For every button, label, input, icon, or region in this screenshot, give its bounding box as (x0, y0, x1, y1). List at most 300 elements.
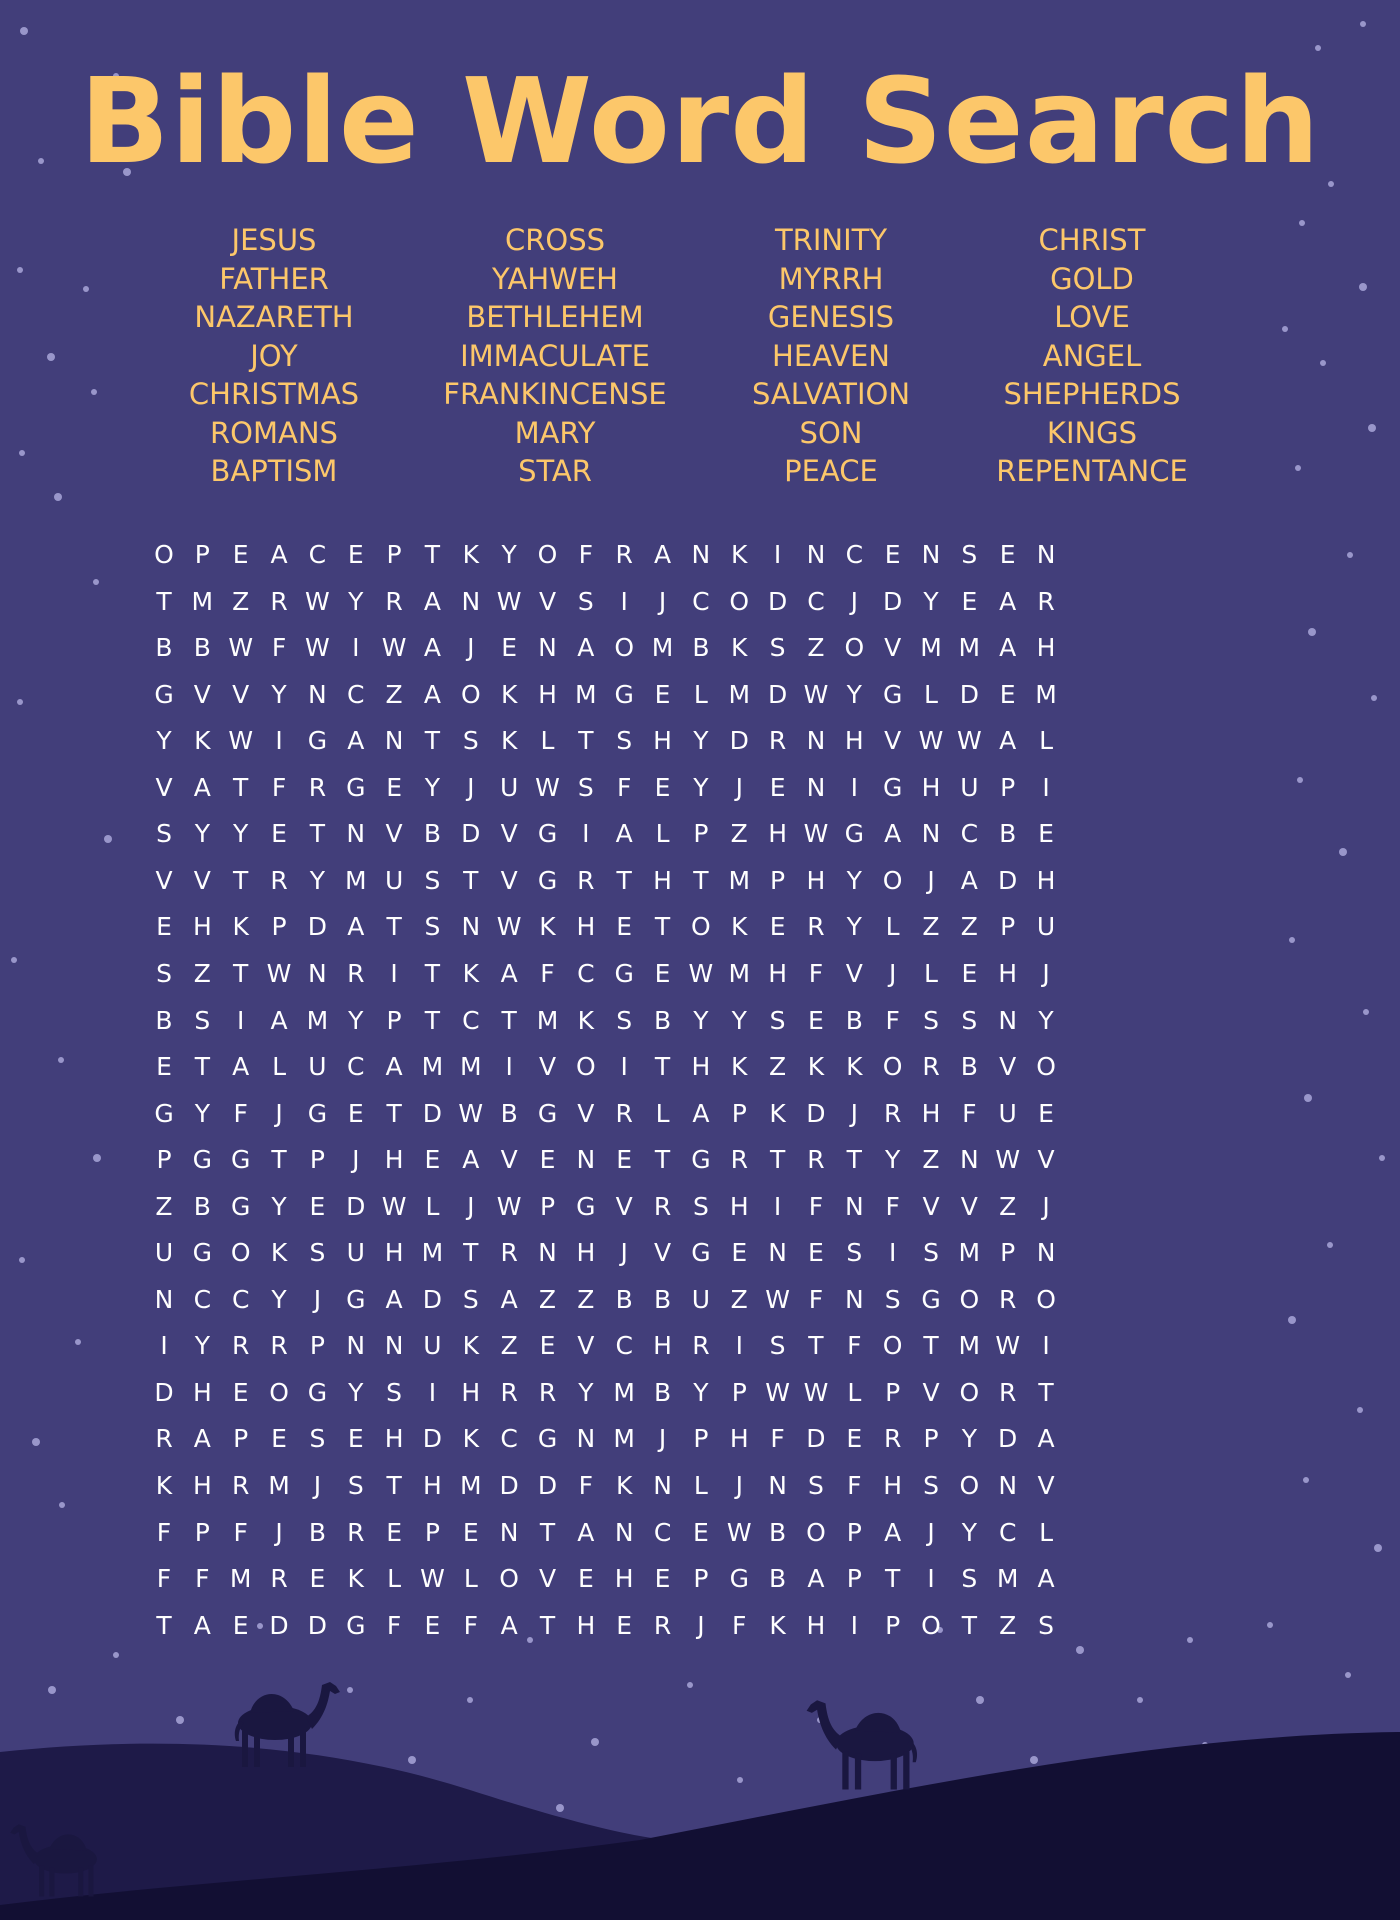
grid-letter[interactable]: N (461, 912, 481, 942)
grid-letter[interactable]: O (882, 1052, 903, 1082)
grid-letter[interactable]: V (922, 1377, 940, 1407)
grid-letter[interactable]: W (228, 726, 254, 756)
grid-letter[interactable]: A (500, 1284, 518, 1314)
grid-letter[interactable]: H (768, 819, 787, 849)
grid-letter[interactable]: W (918, 726, 944, 756)
grid-letter[interactable]: O (691, 912, 711, 942)
grid-letter[interactable]: Y (348, 1005, 364, 1035)
grid-letter[interactable]: P (1000, 1238, 1016, 1268)
grid-letter[interactable]: E (232, 1610, 249, 1640)
grid-letter[interactable]: R (270, 1331, 288, 1361)
grid-letter[interactable]: G (882, 772, 903, 802)
grid-letter[interactable]: K (462, 1424, 479, 1454)
grid-letter[interactable]: Y (846, 912, 862, 942)
grid-letter[interactable]: L (924, 958, 938, 988)
grid-letter[interactable]: H (192, 1377, 212, 1407)
grid-letter[interactable]: A (500, 1610, 518, 1640)
grid-letter[interactable]: V (884, 726, 902, 756)
grid-letter[interactable]: T (539, 1610, 556, 1640)
grid-letter[interactable]: I (773, 540, 782, 569)
grid-letter[interactable]: E (501, 633, 518, 663)
grid-letter[interactable]: M (1035, 679, 1057, 709)
grid-letter[interactable]: D (883, 586, 903, 616)
grid-letter[interactable]: Z (960, 912, 978, 942)
grid-letter[interactable]: D (806, 1424, 826, 1454)
grid-letter[interactable]: O (154, 540, 174, 569)
grid-letter[interactable]: M (728, 958, 751, 988)
grid-letter[interactable]: M (958, 1331, 981, 1361)
grid-letter[interactable]: G (231, 1191, 251, 1221)
grid-letter[interactable]: W (458, 1098, 484, 1128)
grid-letter[interactable]: J (658, 1424, 667, 1454)
grid-letter[interactable]: Z (232, 586, 250, 616)
grid-letter[interactable]: S (616, 1005, 633, 1035)
grid-letter[interactable]: O (537, 540, 558, 569)
grid-letter[interactable]: J (275, 1098, 283, 1128)
grid-letter[interactable]: F (847, 1331, 862, 1361)
grid-letter[interactable]: Y (1038, 1005, 1054, 1035)
grid-letter[interactable]: O (729, 586, 750, 616)
grid-letter[interactable]: J (620, 1238, 628, 1268)
grid-letter[interactable]: E (961, 586, 978, 616)
grid-letter[interactable]: N (346, 1331, 366, 1361)
grid-letter[interactable]: V (500, 865, 518, 895)
grid-letter[interactable]: U (384, 865, 404, 895)
grid-letter[interactable]: V (999, 1052, 1017, 1082)
grid-letter[interactable]: E (539, 1331, 556, 1361)
grid-letter[interactable]: T (885, 1564, 901, 1594)
grid-letter[interactable]: W (995, 1331, 1021, 1361)
grid-letter[interactable]: T (654, 912, 671, 942)
grid-letter[interactable]: B (653, 1377, 672, 1407)
grid-letter[interactable]: C (308, 540, 327, 569)
grid-letter[interactable]: M (958, 1238, 981, 1268)
grid-letter[interactable]: T (424, 540, 441, 569)
grid-letter[interactable]: H (768, 958, 787, 988)
grid-letter[interactable]: U (691, 1284, 711, 1314)
grid-letter[interactable]: W (765, 1284, 790, 1314)
grid-letter[interactable]: O (499, 1564, 519, 1594)
grid-letter[interactable]: R (999, 1377, 1017, 1407)
grid-letter[interactable]: E (271, 1424, 287, 1454)
grid-letter[interactable]: B (193, 1191, 211, 1221)
grid-letter[interactable]: P (156, 1145, 172, 1175)
grid-letter[interactable]: P (233, 1424, 249, 1454)
grid-letter[interactable]: L (425, 1191, 440, 1221)
grid-letter[interactable]: L (387, 1564, 402, 1594)
grid-letter[interactable]: Y (578, 1377, 594, 1407)
grid-letter[interactable]: O (959, 1471, 980, 1500)
grid-letter[interactable]: I (390, 958, 398, 988)
grid-letter[interactable]: L (693, 679, 708, 709)
grid-letter[interactable]: G (154, 1098, 174, 1128)
grid-letter[interactable]: Y (501, 540, 517, 569)
grid-letter[interactable]: P (693, 1424, 709, 1454)
grid-letter[interactable]: V (653, 1238, 672, 1268)
grid-letter[interactable]: H (538, 679, 557, 709)
grid-letter[interactable]: R (500, 1238, 518, 1268)
grid-letter[interactable]: J (850, 586, 858, 616)
grid-letter[interactable]: M (460, 1052, 482, 1082)
grid-letter[interactable]: J (927, 865, 935, 895)
grid-letter[interactable]: O (921, 1610, 941, 1640)
grid-letter[interactable]: S (462, 1284, 479, 1314)
grid-letter[interactable]: M (268, 1471, 290, 1500)
grid-letter[interactable]: N (308, 679, 327, 709)
grid-letter[interactable]: G (154, 679, 174, 709)
grid-letter[interactable]: K (462, 540, 479, 569)
grid-letter[interactable]: S (577, 586, 594, 616)
grid-letter[interactable]: D (422, 1284, 443, 1314)
grid-letter[interactable]: T (463, 865, 479, 895)
grid-letter[interactable]: A (960, 865, 978, 895)
grid-letter[interactable]: S (309, 1238, 326, 1268)
grid-letter[interactable]: T (233, 772, 249, 802)
grid-letter[interactable]: E (884, 540, 901, 569)
grid-letter[interactable]: D (422, 1098, 443, 1128)
grid-letter[interactable]: W (496, 586, 522, 616)
grid-letter[interactable]: R (615, 540, 633, 569)
grid-letter[interactable]: J (275, 1517, 283, 1547)
grid-letter[interactable]: A (193, 1424, 211, 1454)
grid-letter[interactable]: S (961, 1564, 978, 1594)
grid-letter[interactable]: A (193, 772, 211, 802)
grid-letter[interactable]: N (921, 819, 941, 849)
grid-letter[interactable]: T (808, 1331, 824, 1361)
grid-letter[interactable]: U (499, 772, 519, 802)
grid-letter[interactable]: G (192, 1145, 213, 1175)
grid-letter[interactable]: I (620, 1052, 628, 1082)
grid-letter[interactable]: C (577, 958, 595, 988)
grid-letter[interactable]: W (305, 633, 330, 663)
grid-letter[interactable]: O (882, 1331, 903, 1361)
grid-letter[interactable]: R (653, 1191, 672, 1221)
grid-letter[interactable]: A (462, 1145, 480, 1175)
grid-letter[interactable]: W (995, 1145, 1021, 1175)
grid-letter[interactable]: K (807, 1052, 825, 1082)
grid-letter[interactable]: A (653, 540, 672, 569)
grid-letter[interactable]: S (347, 1471, 364, 1500)
grid-letter[interactable]: H (192, 1471, 212, 1500)
grid-letter[interactable]: Y (194, 1331, 210, 1361)
grid-letter[interactable]: C (960, 819, 979, 849)
grid-letter[interactable]: S (1038, 1610, 1054, 1640)
grid-letter[interactable]: S (156, 819, 172, 849)
grid-letter[interactable]: M (651, 633, 674, 663)
grid-letter[interactable]: I (428, 1377, 437, 1407)
grid-letter[interactable]: D (806, 1098, 826, 1128)
grid-letter[interactable]: J (313, 1284, 322, 1314)
grid-letter[interactable]: R (692, 1331, 710, 1361)
grid-letter[interactable]: D (422, 1424, 443, 1454)
grid-letter[interactable]: V (538, 1052, 557, 1082)
grid-letter[interactable]: V (577, 1098, 595, 1128)
grid-letter[interactable]: U (960, 772, 979, 802)
grid-letter[interactable]: H (384, 1238, 404, 1268)
grid-letter[interactable]: Y (693, 1005, 709, 1035)
grid-letter[interactable]: P (731, 1098, 747, 1128)
grid-letter[interactable]: R (538, 1377, 557, 1407)
grid-letter[interactable]: L (540, 726, 555, 756)
grid-letter[interactable]: P (885, 1610, 901, 1640)
grid-letter[interactable]: E (347, 1098, 364, 1128)
grid-letter[interactable]: P (1000, 772, 1016, 802)
grid-letter[interactable]: J (1042, 1191, 1050, 1221)
grid-letter[interactable]: E (424, 1610, 441, 1640)
grid-letter[interactable]: K (194, 726, 211, 756)
grid-letter[interactable]: A (692, 1098, 710, 1128)
grid-letter[interactable]: F (808, 958, 824, 988)
grid-letter[interactable]: R (883, 1424, 902, 1454)
grid-letter[interactable]: E (577, 1564, 594, 1594)
grid-letter[interactable]: M (191, 586, 214, 616)
grid-letter[interactable]: Z (500, 1331, 518, 1361)
grid-letter[interactable]: N (691, 540, 711, 569)
grid-letter[interactable]: O (959, 1284, 980, 1314)
grid-letter[interactable]: C (462, 1005, 480, 1035)
grid-letter[interactable]: G (691, 1145, 711, 1175)
grid-letter[interactable]: A (615, 819, 633, 849)
grid-letter[interactable]: D (767, 679, 788, 709)
grid-letter[interactable]: J (1042, 958, 1050, 988)
grid-letter[interactable]: H (576, 1238, 596, 1268)
grid-letter[interactable]: F (540, 958, 555, 988)
grid-letter[interactable]: Y (885, 1145, 901, 1175)
grid-letter[interactable]: G (346, 1284, 366, 1314)
grid-letter[interactable]: E (232, 540, 249, 569)
grid-letter[interactable]: Y (424, 772, 441, 802)
grid-letter[interactable]: S (309, 1424, 326, 1454)
grid-letter[interactable]: E (347, 1424, 364, 1454)
grid-letter[interactable]: O (1036, 1284, 1056, 1314)
grid-letter[interactable]: Z (807, 633, 825, 663)
grid-letter[interactable]: U (346, 1238, 365, 1268)
grid-letter[interactable]: E (424, 1145, 441, 1175)
grid-letter[interactable]: T (463, 1238, 479, 1268)
grid-letter[interactable]: G (614, 679, 634, 709)
grid-letter[interactable]: R (1037, 586, 1055, 616)
grid-letter[interactable]: R (232, 1471, 250, 1500)
grid-letter[interactable]: C (692, 586, 710, 616)
grid-letter[interactable]: D (307, 912, 328, 942)
grid-letter[interactable]: E (1038, 1098, 1054, 1128)
grid-letter[interactable]: S (692, 1191, 709, 1221)
grid-letter[interactable]: B (155, 1005, 173, 1035)
grid-letter[interactable]: R (500, 1377, 518, 1407)
grid-letter[interactable]: J (352, 1145, 360, 1175)
grid-letter[interactable]: I (620, 586, 628, 616)
grid-letter[interactable]: G (537, 819, 558, 849)
grid-letter[interactable]: C (615, 1331, 633, 1361)
grid-letter[interactable]: N (1036, 1238, 1056, 1268)
grid-letter[interactable]: F (463, 1610, 478, 1640)
grid-letter[interactable]: P (309, 1331, 325, 1361)
grid-letter[interactable]: I (582, 819, 590, 849)
grid-letter[interactable]: V (193, 679, 211, 709)
grid-letter[interactable]: H (729, 1191, 749, 1221)
grid-letter[interactable]: H (461, 1377, 481, 1407)
grid-letter[interactable]: T (386, 912, 402, 942)
grid-letter[interactable]: I (160, 1331, 168, 1361)
grid-letter[interactable]: O (1036, 1052, 1056, 1082)
grid-letter[interactable]: P (693, 819, 709, 849)
grid-letter[interactable]: K (577, 1005, 595, 1035)
grid-letter[interactable]: F (616, 772, 632, 802)
grid-letter[interactable]: V (155, 772, 173, 802)
grid-letter[interactable]: M (728, 865, 751, 895)
grid-letter[interactable]: B (769, 1564, 787, 1594)
grid-letter[interactable]: J (467, 633, 475, 663)
grid-letter[interactable]: H (998, 958, 1018, 988)
grid-letter[interactable]: P (271, 912, 287, 942)
grid-letter[interactable]: H (1036, 633, 1056, 663)
grid-letter[interactable]: T (961, 1610, 977, 1640)
grid-letter[interactable]: V (845, 958, 863, 988)
grid-letter[interactable]: N (576, 1424, 596, 1454)
grid-letter[interactable]: T (616, 865, 632, 895)
grid-letter[interactable]: A (193, 1610, 211, 1640)
grid-letter[interactable]: Z (999, 1191, 1017, 1221)
grid-letter[interactable]: G (882, 679, 903, 709)
grid-letter[interactable]: W (726, 1517, 752, 1547)
grid-letter[interactable]: L (655, 819, 670, 849)
grid-letter[interactable]: A (807, 1564, 825, 1594)
grid-letter[interactable]: I (850, 772, 858, 802)
grid-letter[interactable]: W (420, 1564, 445, 1594)
grid-letter[interactable]: L (847, 1377, 862, 1407)
grid-letter[interactable]: Y (348, 586, 364, 616)
grid-letter[interactable]: S (923, 1238, 939, 1268)
grid-letter[interactable]: W (803, 679, 829, 709)
grid-letter[interactable]: E (271, 819, 287, 849)
grid-letter[interactable]: D (537, 1471, 558, 1500)
grid-letter[interactable]: E (731, 1238, 748, 1268)
grid-letter[interactable]: J (735, 1471, 743, 1500)
grid-letter[interactable]: Y (194, 1098, 210, 1128)
grid-letter[interactable]: C (231, 1284, 250, 1314)
grid-letter[interactable]: L (885, 912, 900, 942)
grid-letter[interactable]: W (381, 1191, 407, 1221)
grid-letter[interactable]: S (923, 1471, 939, 1500)
grid-letter[interactable]: E (769, 772, 786, 802)
grid-letter[interactable]: M (728, 679, 751, 709)
grid-letter[interactable]: R (922, 1052, 940, 1082)
grid-letter[interactable]: Y (923, 586, 939, 616)
grid-letter[interactable]: I (888, 1238, 897, 1268)
grid-letter[interactable]: N (844, 1284, 864, 1314)
grid-letter[interactable]: E (616, 1610, 633, 1640)
grid-letter[interactable]: L (655, 1098, 670, 1128)
grid-letter[interactable]: H (576, 912, 596, 942)
grid-letter[interactable]: J (467, 772, 475, 802)
grid-letter[interactable]: K (615, 1471, 633, 1500)
grid-letter[interactable]: G (346, 1610, 366, 1640)
grid-letter[interactable]: A (884, 819, 902, 849)
grid-letter[interactable]: R (232, 1331, 250, 1361)
grid-letter[interactable]: T (578, 726, 594, 756)
grid-letter[interactable]: T (194, 1052, 210, 1082)
grid-letter[interactable]: T (233, 865, 249, 895)
grid-letter[interactable]: H (806, 1610, 826, 1640)
grid-letter[interactable]: B (653, 1005, 672, 1035)
grid-letter[interactable]: R (807, 912, 825, 942)
grid-letter[interactable]: M (613, 1377, 635, 1407)
grid-letter[interactable]: W (305, 586, 330, 616)
grid-letter[interactable]: O (844, 633, 865, 663)
grid-letter[interactable]: U (308, 1052, 327, 1082)
grid-letter[interactable]: P (194, 540, 210, 569)
grid-letter[interactable]: H (729, 1424, 749, 1454)
grid-letter[interactable]: S (616, 726, 633, 756)
grid-letter[interactable]: W (496, 912, 522, 942)
grid-letter[interactable]: E (654, 679, 671, 709)
grid-letter[interactable]: V (1037, 1471, 1055, 1500)
grid-letter[interactable]: W (956, 726, 982, 756)
grid-letter[interactable]: J (658, 586, 667, 616)
grid-letter[interactable]: I (505, 1052, 513, 1082)
grid-letter[interactable]: Z (730, 1284, 748, 1314)
grid-letter[interactable]: F (271, 772, 287, 802)
grid-letter[interactable]: F (578, 540, 594, 569)
grid-letter[interactable]: G (537, 1424, 558, 1454)
grid-letter[interactable]: D (998, 1424, 1018, 1454)
grid-letter[interactable]: R (768, 726, 787, 756)
grid-letter[interactable]: F (885, 1005, 900, 1035)
grid-letter[interactable]: C (347, 1052, 365, 1082)
grid-letter[interactable]: A (999, 726, 1017, 756)
grid-letter[interactable]: K (731, 633, 748, 663)
grid-letter[interactable]: F (233, 1517, 248, 1547)
grid-letter[interactable]: A (577, 1517, 595, 1547)
grid-letter[interactable]: T (923, 1331, 939, 1361)
grid-letter[interactable]: H (806, 865, 826, 895)
grid-letter[interactable]: F (847, 1471, 862, 1500)
grid-letter[interactable]: T (424, 726, 441, 756)
grid-letter[interactable]: Z (577, 1284, 595, 1314)
grid-letter[interactable]: S (424, 912, 441, 942)
grid-letter[interactable]: N (384, 726, 404, 756)
grid-letter[interactable]: S (846, 1238, 863, 1268)
grid-letter[interactable]: V (385, 819, 403, 849)
grid-letter[interactable]: B (653, 1284, 672, 1314)
grid-letter[interactable]: C (845, 540, 864, 569)
grid-letter[interactable]: Z (193, 958, 211, 988)
grid-letter[interactable]: S (769, 1005, 786, 1035)
grid-letter[interactable]: B (960, 1052, 978, 1082)
grid-letter[interactable]: C (193, 1284, 212, 1314)
grid-letter[interactable]: W (496, 1191, 522, 1221)
grid-letter[interactable]: E (654, 772, 671, 802)
grid-letter[interactable]: J (927, 1517, 935, 1547)
grid-letter[interactable]: G (192, 1238, 213, 1268)
grid-letter[interactable]: N (844, 1191, 864, 1221)
grid-letter[interactable]: E (232, 1377, 249, 1407)
grid-letter[interactable]: P (770, 865, 786, 895)
grid-letter[interactable]: G (691, 1238, 711, 1268)
grid-letter[interactable]: D (461, 819, 481, 849)
grid-letter[interactable]: S (462, 726, 479, 756)
grid-letter[interactable]: B (308, 1517, 326, 1547)
grid-letter[interactable]: Y (961, 1424, 977, 1454)
grid-letter[interactable]: H (1036, 865, 1056, 895)
grid-letter[interactable]: T (424, 958, 441, 988)
grid-letter[interactable]: Z (730, 819, 748, 849)
grid-letter[interactable]: R (653, 1610, 672, 1640)
grid-letter[interactable]: L (1039, 1517, 1054, 1547)
grid-letter[interactable]: C (500, 1424, 518, 1454)
grid-letter[interactable]: E (616, 1145, 633, 1175)
grid-letter[interactable]: D (729, 726, 749, 756)
